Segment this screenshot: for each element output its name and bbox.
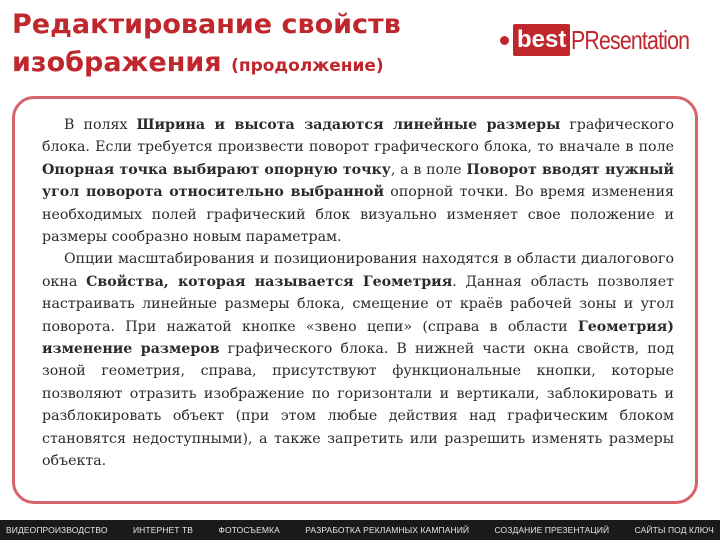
- text-run: Опции масштабирования и позиционирования находятся в области диалогового окна: [42, 251, 674, 290]
- footer-item[interactable]: ВИДЕОПРОИЗВОДСТВО: [6, 525, 108, 535]
- title-line-1: Редактирование свойств: [12, 9, 401, 40]
- footer-item[interactable]: ФОТОСЪЕМКА: [218, 525, 280, 535]
- logo-dot-icon: [500, 36, 509, 45]
- title-line-2: изображения: [12, 47, 222, 78]
- footer-bar: [0, 520, 720, 540]
- text-run: графического блока. В нижней части окна свойств, под зоной геометрия, справа, присутствуют функциональные кнопки, которые позволяют отразить изображение по горизонтали и вертикали, заблокировать и разблокировать объект (при этом любые действия над графическим блоком становятся недоступными), а также запретить или разрешить изменять размеры объекта.: [42, 341, 674, 470]
- bold-term: Геометрия) изменение размеров: [42, 318, 674, 358]
- bold-term: Ширина и высота задаются линейные размеры: [136, 117, 561, 133]
- footer-item[interactable]: РАЗРАБОТКА РЕКЛАМНЫХ КАМПАНИЙ: [305, 525, 470, 535]
- page-title: [12, 6, 482, 85]
- title-suffix: (продолжение): [231, 56, 384, 76]
- logo-best: best: [513, 24, 570, 56]
- footer-item[interactable]: ИНТЕРНЕТ ТВ: [132, 525, 194, 535]
- bold-term: Свойства, которая называется Геометрия: [86, 273, 453, 290]
- paragraph-2: [42, 248, 674, 472]
- body-text: [42, 114, 674, 473]
- text-run: графического блока. Если требуется произвести поворот графического блока, то вначале в поле: [42, 117, 674, 156]
- bold-term: Поворот вводят нужный угол поворота относительно выбранной: [42, 161, 674, 201]
- text-run: . Данная область позволяет настраивать линейные размеры блока, смещение от краёв рабочей зоны и угол поворота. При нажатой кнопке «звено цепи» (справа в области: [42, 273, 674, 335]
- paragraph-1: [42, 114, 674, 248]
- logo-presentation: PResentation: [571, 25, 690, 55]
- footer-item[interactable]: САЙТЫ ПОД КЛЮЧ: [634, 525, 714, 535]
- text-run: В полях: [64, 117, 137, 133]
- text-run: опорной точки. Во время изменения необходимых полей графический блок визуально изменяет свое положение и размеры сообразно новым параметрам.: [42, 184, 674, 246]
- text-run: , а в поле: [390, 161, 467, 178]
- brand-logo: [500, 24, 715, 56]
- footer-item[interactable]: СОЗДАНИЕ ПРЕЗЕНТАЦИЙ: [494, 525, 610, 535]
- bold-term: Опорная точка выбирают опорную точку: [42, 161, 391, 178]
